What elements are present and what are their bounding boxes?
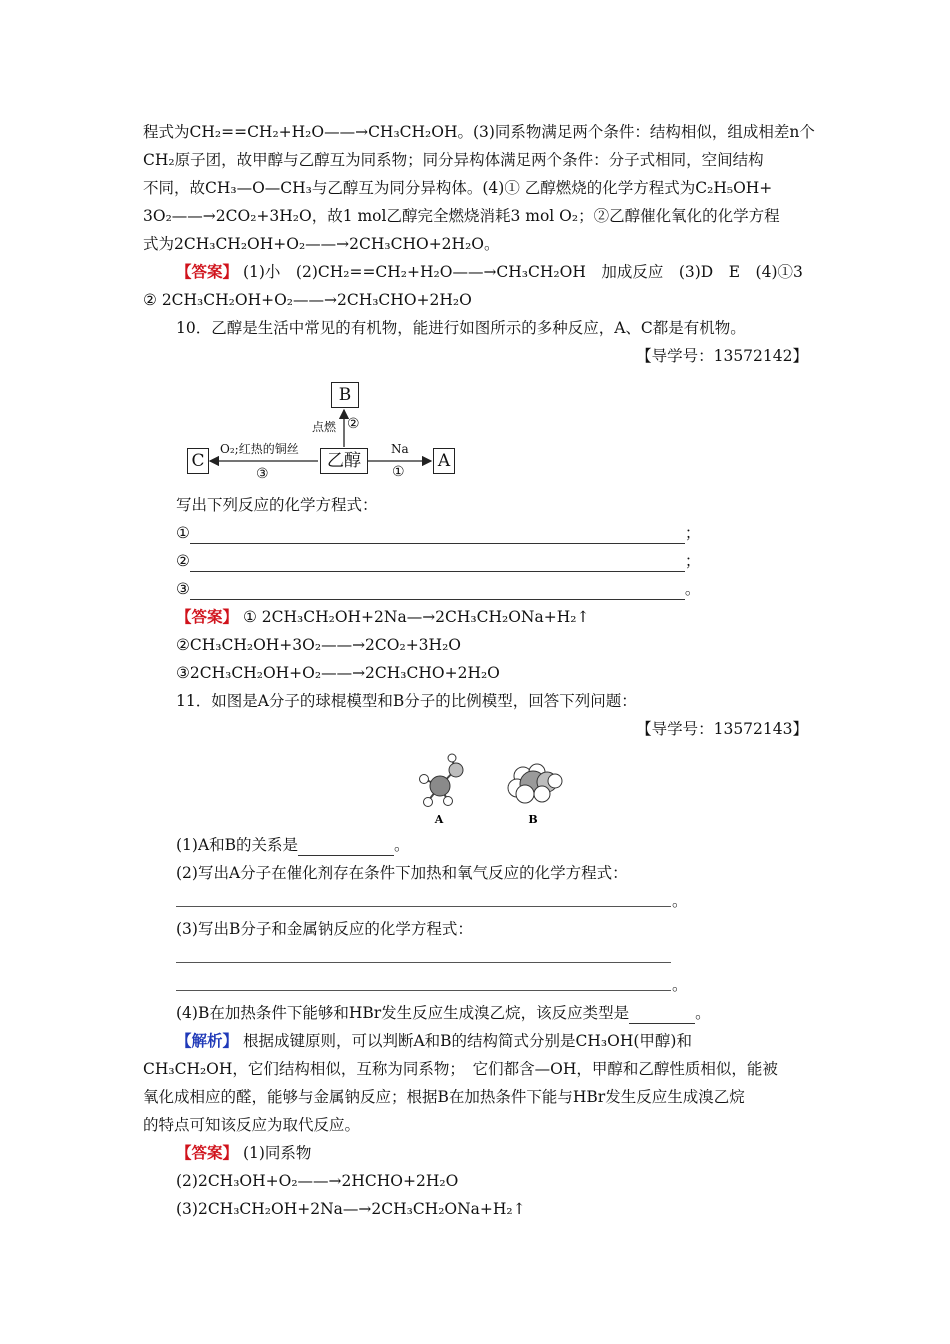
sub-question-2-end: 。 <box>672 892 688 910</box>
question-11-stem: 11．如图是A分子的球棍模型和B分子的比例模型，回答下列问题： <box>176 692 637 710</box>
solution-line-1: 程式为CH₂==CH₂+H₂O——→CH₃CH₂OH。(3)同系物满足两个条件：结构相似，组成相差n个 <box>143 123 815 141</box>
answer-10-line-3: ③2CH₃CH₂OH+O₂——→2CH₃CHO+2H₂O <box>176 664 500 682</box>
analysis-line-2: CH₃CH₂OH，它们结构相似，互称为同系物； 它们都含—OH，甲醇和乙醇性质相似，能被 <box>143 1060 778 1078</box>
solution-line-5: 式为2CH₃CH₂OH+O₂——→2CH₃CHO+2H₂O。 <box>143 235 500 253</box>
answer-rule[interactable] <box>176 906 671 907</box>
answer-blank[interactable] <box>190 555 685 572</box>
answer-tag: 【答案】 <box>176 262 239 281</box>
label-b: B <box>528 813 538 826</box>
answer-blank[interactable] <box>298 839 394 856</box>
answer-11-text-1: (1)同系物 <box>242 1144 312 1162</box>
sub-question-1-text: (1)A和B的关系是 <box>176 836 299 854</box>
label-step-1: ① <box>392 464 405 480</box>
answer-blank[interactable] <box>190 583 685 600</box>
molecule-models <box>405 752 580 827</box>
sub-question-4-text: (4)B在加热条件下能够和HBr发生反应生成溴乙烷，该反应类型是 <box>176 1004 630 1022</box>
box-c: C <box>187 448 209 474</box>
solution-line-4: 3O₂——→2CO₂+3H₂O，故1 mol乙醇完全燃烧消耗3 mol O₂；②乙醇催化氧化的化学方程 <box>143 207 780 225</box>
blank-end: 。 <box>684 580 701 598</box>
label-ignite: 点燃 <box>312 420 337 434</box>
blank-end: 。 <box>394 836 410 854</box>
answer-11-line-2: (2)2CH₃OH+O₂——→2HCHO+2H₂O <box>176 1172 459 1190</box>
space-filling-model-b <box>508 764 562 803</box>
label-o2-copper: O₂;红热的铜丝 <box>220 442 299 456</box>
box-b: B <box>331 382 359 408</box>
label-a: A <box>434 813 444 826</box>
blank-number: ③ <box>176 580 190 598</box>
sub-question-1 <box>176 834 841 856</box>
label-step-3: ③ <box>256 466 269 482</box>
box-ethanol: 乙醇 <box>320 448 368 474</box>
box-a: A <box>433 448 455 474</box>
guide-number-10: 【导学号：13572142】 <box>636 347 808 365</box>
blank-end: ； <box>684 552 701 570</box>
answer-10-line-2: ②CH₃CH₂OH+3O₂——→2CO₂+3H₂O <box>176 636 461 654</box>
solution-line-2: CH₂原子团，故甲醇与乙醇互为同系物；同分异构体满足两个条件：分子式相同，空间结构 <box>143 151 764 169</box>
answer-9-text: (1)小 (2)CH₂==CH₂+H₂O——→CH₃CH₂OH 加成反应 (3)D E (4)①3 <box>242 263 803 281</box>
answer-11-line-1 <box>176 1142 841 1164</box>
answer-tag: 【答案】 <box>176 607 239 626</box>
question-10-prompt: 写出下列反应的化学方程式： <box>176 496 378 514</box>
sub-question-3-end: 。 <box>672 976 688 994</box>
answer-tag: 【答案】 <box>176 1143 239 1162</box>
sub-question-3: (3)写出B分子和金属钠反应的化学方程式： <box>176 920 473 938</box>
blank-number: ② <box>176 552 190 570</box>
analysis-text-1: 根据成键原则，可以判断A和B的结构简式分别是CH₃OH(甲醇)和 <box>242 1032 692 1050</box>
question-10-stem: 10．乙醇是生活中常见的有机物，能进行如图所示的多种反应，A、C都是有机物。 <box>176 319 746 337</box>
answer-9-line-2: ② 2CH₃CH₂OH+O₂——→2CH₃CHO+2H₂O <box>143 291 472 309</box>
analysis-line-1 <box>176 1030 808 1052</box>
blank-number: ① <box>176 524 190 542</box>
answer-10-text-1: ① 2CH₃CH₂OH+2Na—→2CH₃CH₂ONa+H₂↑ <box>242 608 590 626</box>
analysis-tag: 【解析】 <box>176 1031 239 1050</box>
guide-number-11: 【导学号：13572143】 <box>636 720 808 738</box>
answer-11-line-3: (3)2CH₃CH₂OH+2Na—→2CH₃CH₂ONa+H₂↑ <box>176 1200 526 1218</box>
answer-rule[interactable] <box>176 962 671 963</box>
blank-end: ； <box>684 524 701 542</box>
answer-blank[interactable] <box>629 1007 695 1024</box>
blank-line-3 <box>176 578 841 600</box>
sub-question-4 <box>176 1002 841 1024</box>
sub-question-2: (2)写出A分子在催化剂存在条件下加热和氧气反应的化学方程式： <box>176 864 628 882</box>
blank-line-1 <box>176 522 841 544</box>
ball-stick-model-a <box>420 754 464 807</box>
reaction-arrows <box>0 0 950 520</box>
answer-10-line-1 <box>176 606 841 628</box>
blank-end: 。 <box>695 1004 711 1022</box>
label-na: Na <box>391 442 409 456</box>
analysis-line-3: 氧化成相应的醛，能够与金属钠反应；根据B在加热条件下能与HBr发生反应生成溴乙烷 <box>143 1088 745 1106</box>
blank-line-2 <box>176 550 841 572</box>
answer-blank[interactable] <box>190 527 685 544</box>
solution-line-3: 不同，故CH₃—O—CH₃与乙醇互为同分异构体。(4)① 乙醇燃烧的化学方程式为C₂H₅OH+ <box>143 179 773 197</box>
answer-rule[interactable] <box>176 990 671 991</box>
analysis-line-4: 的特点可知该反应为取代反应。 <box>143 1116 361 1134</box>
label-step-2: ② <box>347 416 360 432</box>
